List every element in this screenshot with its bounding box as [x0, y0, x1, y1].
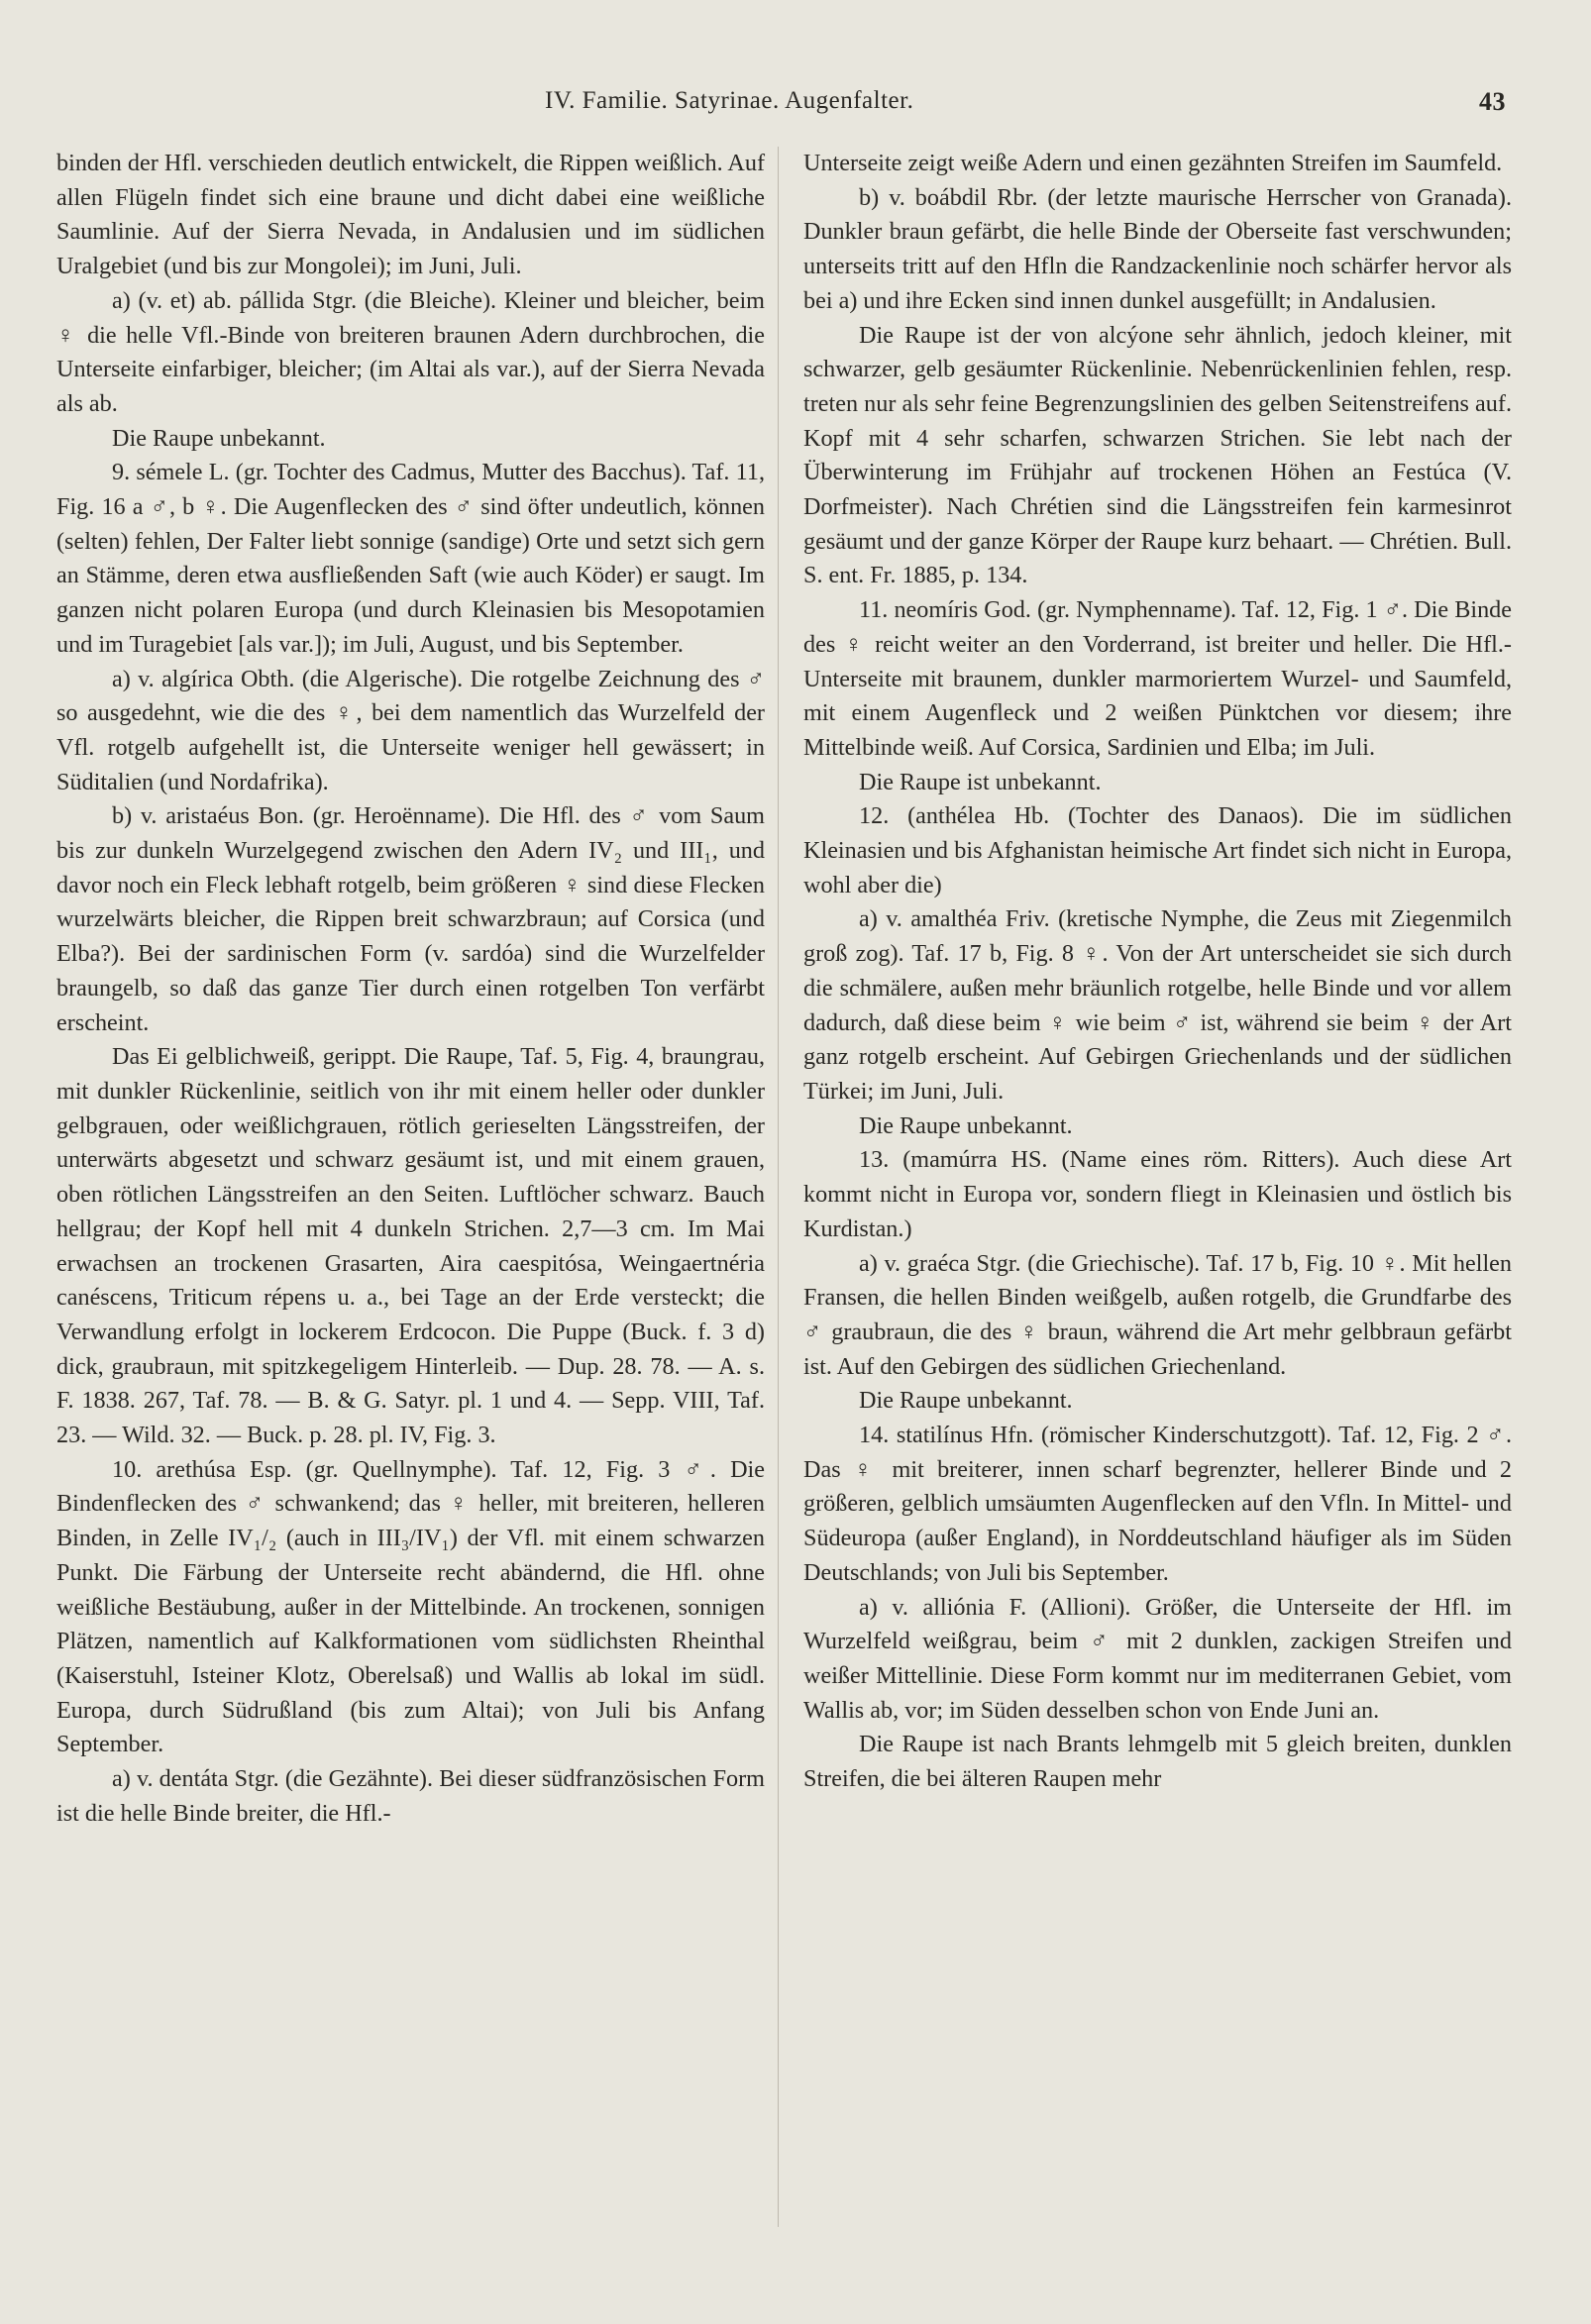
paragraph: a) v. amalthéa Friv. (kretische Nymphe, die Zeus mit Ziegenmilch groß zog). Taf. 17 b, Fig. 8 ♀. Von der Art unterscheidet sie sich durch die schmälere, außen mehr bräunlich rotgelbe, helle Binde und vor allem dadurch, daß diese beim ♀ wie beim ♂ ist, während sie beim ♀ der Art ganz rotgelb erscheint. Auf Gebirgen Griechenlands und der südlichen Türkei; im Juni, Juli. [803, 905, 1512, 1105]
paragraph: a) (v. et) ab. pállida Stgr. (die Bleiche). Kleiner und bleicher, beim ♀ die helle Vfl.-Binde von breiteren braunen Adern durchbrochen, die Unterseite einfarbiger, bleicher; (im Altai als var.), auf der Sierra Nevada als ab. [56, 286, 765, 417]
paragraph: a) v. graéca Stgr. (die Griechische). Taf. 17 b, Fig. 10 ♀. Mit hellen Fransen, die hellen Binden weißgelb, außen rotgelb, die Grundfarbe des ♂ graubraun, die des ♀ braun, während die Art mehr gelbbraun gefärbt ist. Auf den Gebirgen des südlichen Griechenland. [803, 1249, 1512, 1380]
species-entry-arethusa: 10. arethúsa Esp. (gr. Quellnymphe). Taf. 12, Fig. 3 ♂. Die Bindenflecken des ♂ schwankend; das ♀ heller, mit breiteren, helleren Binden, in Zelle IV₁/₂ (auch in III₃/IV₁) der Vfl. mit einem schwarzen Punkt. Die Färbung der Unterseite recht abändernd, die Hfl. ohne weißliche Bestäubung, außer in der Mittelbinde. An trockenen, sonnigen Plätzen, namentlich auf Kalkformationen vom südlichsten Rheinthal (Kaiserstuhl, Isteiner Klotz, Oberelsaß) und Wallis ab lokal im südl. Europa, durch Südrußland (bis zum Altai); von Juli bis Anfang September. [56, 1455, 765, 1758]
paragraph: a) v. algírica Obth. (die Algerische). Die rotgelbe Zeichnung des ♂ so ausgedehnt, wie die des ♀, bei dem namentlich das Wurzelfeld der Vfl. rotgelb aufgehellt ist, die Unterseite weniger hell gewässert; in Süditalien (und Nordafrika). [56, 665, 765, 795]
paragraph: Die Raupe ist der von alcýone sehr ähnlich, jedoch kleiner, mit schwarzer, gelb gesäumter Rückenlinie. Nebenrückenlinien fehlen, resp. treten nur als sehr feine Begrenzungslinien des gelben Seitenstreifens auf. Kopf mit 4 sehr scharfen, schwarzen Strichen. Sie lebt nach der Überwinterung im Frühjahr auf trockenen Höhen an Festúca (V. Dorfmeister). Nach Chrétien sind die Längsstreifen fein karmesinrot gesäumt und der ganze Körper der Raupe kurz behaart. — Chrétien. Bull. S. ent. Fr. 1885, p. 134. [803, 321, 1512, 589]
paragraph: Unterseite zeigt weiße Adern und einen gezähnten Streifen im Saumfeld. [803, 150, 1503, 176]
paragraph: a) v. dentáta Stgr. (die Gezähnte). Bei dieser südfranzösischen Form ist die helle Binde breiter, die Hfl.- [56, 1765, 765, 1827]
paragraph: Die Raupe unbekannt. [859, 1111, 1073, 1139]
paragraph: binden der Hfl. verschieden deutlich entwickelt, die Rippen weißlich. Auf allen Flügeln findet sich eine braune und dicht dabei eine weißliche Saumlinie. Auf der Sierra Nevada, in Andalusien und im südlichen Uralgebiet (und bis zur Mongolei); im Juni, Juli. [56, 150, 765, 280]
paragraph: b) v. aristaéus Bon. (gr. Heroënname). Die Hfl. des ♂ vom Saum bis zur dunkeln Wurzelgegend zwischen den Adern IV₂ und III₁, und davor noch ein Fleck lebhaft rotgelb, beim größeren ♀ sind diese Flecken wurzelwärts bleicher, die Rippen breit schwarzbraun; auf Corsica (und Elba?). Bei der sardinischen Form (v. sardóa) sind die Wurzelfelder braungelb, so daß das ganze Tier durch einen rotgelben Ton verfärbt erscheint. [56, 802, 765, 1036]
paragraph: Das Ei gelblichweiß, gerippt. Die Raupe, Taf. 5, Fig. 4, braungrau, mit dunkler Rückenlinie, seitlich von ihr mit einem heller oder dunkler gelbgrauen, oder weißlichgrauen, rötlich gerieselten Längsstreifen, der unterwärts abgesetzt und schwarz gesäumt ist, und mit einem grauen, oben rötlichen Längsstreifen an den Seiten. Luftlöcher schwarz. Bauch hellgrau; der Kopf hell mit 4 dunkeln Strichen. 2,7—3 cm. Im Mai erwachsen an trockenen Grasarten, Aira caespitósa, Weingaertnéria canéscens, Triticum répens u. a., bei Tage an der Erde versteckt; die Verwandlung erfolgt in lockerem Erdcocon. Die Puppe (Buck. f. 3 d) dick, graubraun, mit spitzkegeligem Hinterleib. — Dup. 28. 78. — A. s. F. 1838. 267, Taf. 78. — B. & G. Satyr. pl. 1 und 4. — Sepp. VIII, Taf. 23. — Wild. 32. — Buck. p. 28. pl. IV, Fig. 3. [56, 1043, 765, 1449]
right-column [803, 147, 1512, 1797]
paragraph: Die Raupe ist unbekannt. [859, 768, 1102, 795]
running-header [0, 87, 1591, 127]
paragraph: b) v. boábdil Rbr. (der letzte maurische Herrscher von Granada). Dunkler braun gefärbt, die helle Binde der Oberseite fast verschwunden; unterseits tritt auf den Hfln die Randzackenlinie noch schärfer hervor als bei a) und ihre Ecken sind innen dunkel ausgefüllt; in Andalusien. [803, 183, 1512, 314]
species-entry-anthelea: 12. (anthélea Hb. (Tochter des Danaos). Die im südlichen Kleinasien und bis Afghanistan heimische Art findet sich nicht in Europa, wohl aber die) [803, 802, 1512, 898]
species-entry-semele: 9. sémele L. (gr. Tochter des Cadmus, Mutter des Bacchus). Taf. 11, Fig. 16 a ♂, b ♀. Die Augenflecken des ♂ sind öfter undeutlich, können (selten) fehlen, Der Falter liebt sonnige (sandige) Orte und setzt sich gern an Stämme, deren etwa ausfließenden Saft (wie auch Köder) er saugt. Im ganzen nicht polaren Europa (und durch Kleinasien bis Mesopotamien und im Turagebiet [als var.]); im Juli, August, und bis September. [56, 459, 765, 658]
column-divider [778, 147, 779, 2227]
species-entry-neomiris: 11. neomíris God. (gr. Nymphenname). Taf. 12, Fig. 1 ♂. Die Binde des ♀ reicht weiter an den Vorderrand, ist breiter und heller. Die Hfl.-Unterseite mit braunem, dunkler marmoriertem Wurzel- und Saumfeld, mit einem Augenfleck und 2 weißen Pünktchen vor diesem; ihre Mittelbinde weiß. Auf Corsica, Sardinien und Elba; im Juli. [803, 596, 1512, 761]
left-column [56, 147, 765, 1831]
paragraph: Die Raupe unbekannt. [859, 1387, 1073, 1415]
paragraph: Die Raupe unbekannt. [112, 424, 326, 452]
running-title: IV. Familie. Satyrinae. Augenfalter. [545, 87, 914, 114]
paragraph: a) v. alliónia F. (Allioni). Größer, die Unterseite der Hfl. im Wurzelfeld weißgrau, beim ♂ mit 2 dunklen, zackigen Streifen und weißer Mittellinie. Diese Form kommt nur im mediterranen Gebiet, vom Wallis ab, vor; im Süden desselben schon von Ende Juni an. [803, 1593, 1512, 1724]
species-entry-mamurra: 13. (mamúrra HS. (Name eines röm. Ritters). Auch diese Art kommt nicht in Europa vor, sondern fliegt in Kleinasien und östlich bis Kurdistan.) [803, 1146, 1512, 1242]
page-number: 43 [1479, 87, 1506, 116]
paragraph: Die Raupe ist nach Brants lehmgelb mit 5 gleich breiten, dunklen Streifen, die bei älteren Raupen mehr [803, 1731, 1512, 1793]
species-entry-statilinus: 14. statilínus Hfn. (römischer Kinderschutzgott). Taf. 12, Fig. 2 ♂. Das ♀ mit breiterer, innen scharf begrenzter, hellerer Binde und 2 größeren, gelblich umsäumten Augenflecken auf den Vfln. In Mittel- und Südeuropa (außer England), in Norddeutschland häufiger als im Süden Deutschlands; von Juli bis September. [803, 1422, 1512, 1586]
